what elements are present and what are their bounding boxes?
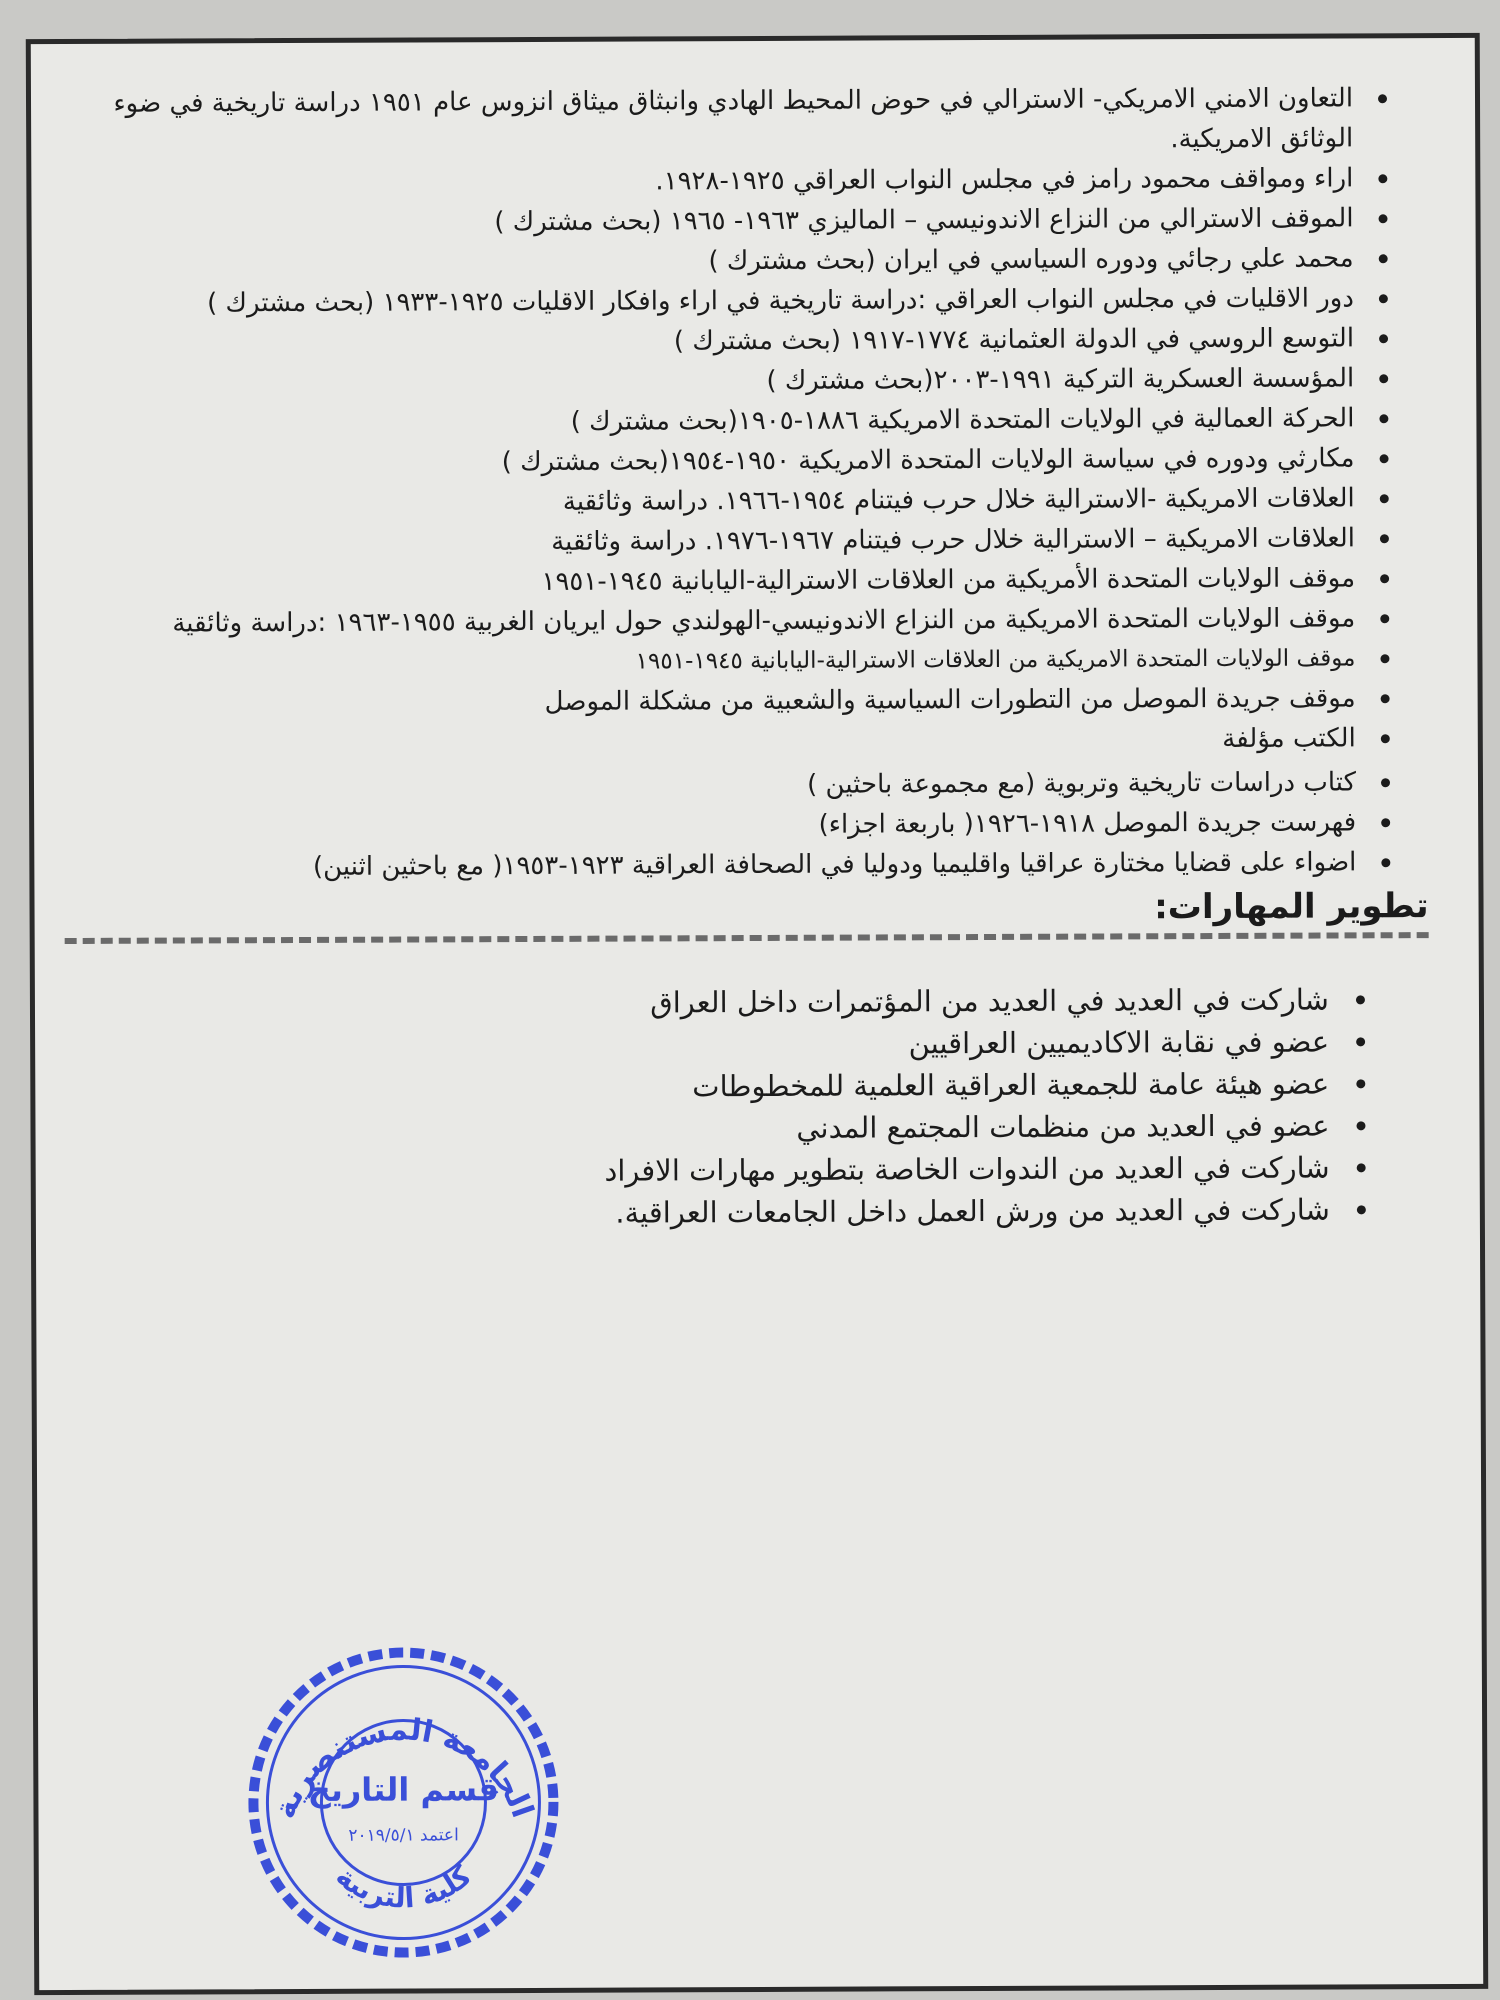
list-item: مكارثي ودوره في سياسة الولايات المتحدة الامريكية ١٩٥٠-١٩٥٤(بحث مشترك ) xyxy=(63,438,1427,484)
list-item: الكتب مؤلفة xyxy=(64,718,1428,764)
list-item: موقف الولايات المتحدة الامريكية من العلاقات الاسترالية-اليابانية ١٩٤٥-١٩٥١ xyxy=(63,638,1427,684)
bullet-icon xyxy=(1379,334,1388,343)
bullet-icon xyxy=(1381,778,1390,787)
list-item: التعاون الامني الامريكي- الاسترالي في حوض المحيط الهادي وانبثاق ميثاق انزوس عام ١٩٥١ دراسة تاريخية في ضوء الوثائق الامريكية. xyxy=(61,78,1425,164)
bullet-icon xyxy=(1356,1121,1365,1130)
list-item: التوسع الروسي في الدولة العثمانية ١٧٧٤-١٩١٧ (بحث مشترك ) xyxy=(62,318,1426,364)
list-item: عضو في العديد من منظمات المجتمع المدني xyxy=(65,1104,1429,1152)
list-item: شاركت في العديد في العديد من المؤتمرات داخل العراق xyxy=(65,978,1429,1026)
bullet-icon xyxy=(1381,734,1390,743)
list-item: فهرست جريدة الموصل ١٩١٨-١٩٢٦( باربعة اجزاء) xyxy=(64,802,1428,848)
bullet-icon xyxy=(1380,494,1389,503)
bullet-icon xyxy=(1380,614,1389,623)
bullet-icon xyxy=(1380,574,1389,583)
list-item: موقف جريدة الموصل من التطورات السياسية والشعبية من مشكلة الموصل xyxy=(64,678,1428,724)
list-item: العلاقات الامريكية – الاسترالية خلال حرب فيتنام ١٩٦٧-١٩٧٦. دراسة وثائقية xyxy=(63,518,1427,564)
list-item: اراء ومواقف محمود رامز في مجلس النواب العراقي ١٩٢٥-١٩٢٨. xyxy=(61,158,1425,204)
list-item: دور الاقليات في مجلس النواب العراقي :دراسة تاريخية في اراء وافكار الاقليات ١٩٢٥-١٩٣٣ (بحث مشترك ) xyxy=(62,278,1426,324)
bullet-icon xyxy=(1379,414,1388,423)
document-page xyxy=(26,33,1489,1995)
list-item: الموقف الاسترالي من النزاع الاندونيسي – الماليزي ١٩٦٣- ١٩٦٥ (بحث مشترك ) xyxy=(61,198,1425,244)
bullet-icon xyxy=(1357,1163,1366,1172)
bullet-icon xyxy=(1381,818,1390,827)
stamp-date-text: اعتمد ٢٠١٩/٥/١ xyxy=(348,1825,459,1846)
list-item: الحركة العمالية في الولايات المتحدة الامريكية ١٨٨٦-١٩٠٥(بحث مشترك ) xyxy=(62,398,1426,444)
list-item: موقف الولايات المتحدة الأمريكية من العلاقات الاسترالية-اليابانية ١٩٤٥-١٩٥١ xyxy=(63,558,1427,604)
bullet-icon xyxy=(1379,294,1388,303)
bullet-icon xyxy=(1380,534,1389,543)
list-item: كتاب دراسات تاريخية وتربوية (مع مجموعة باحثين ) xyxy=(64,762,1428,808)
skills-list xyxy=(65,978,1430,1236)
list-item: شاركت في العديد من ورش العمل داخل الجامعات العراقية. xyxy=(66,1188,1430,1236)
bullet-icon xyxy=(1380,454,1389,463)
list-item: شاركت في العديد من الندوات الخاصة بتطوير مهارات الافراد xyxy=(66,1146,1430,1194)
skills-section-title: تطوير المهارات: xyxy=(1154,886,1429,928)
bullet-icon xyxy=(1378,174,1387,183)
stamp-center-text: قسم التاريخ xyxy=(307,1770,500,1809)
bullet-icon xyxy=(1379,254,1388,263)
bullet-icon xyxy=(1356,995,1365,1004)
list-item: محمد علي رجائي ودوره السياسي في ايران (بحث مشترك ) xyxy=(62,238,1426,284)
bullet-icon xyxy=(1379,214,1388,223)
list-item: العلاقات الامريكية -الاسترالية خلال حرب فيتنام ١٩٥٤-١٩٦٦. دراسة وثائقية xyxy=(63,478,1427,524)
university-stamp xyxy=(233,1642,574,1963)
list-item: عضو في نقابة الاكاديميين العراقيين xyxy=(65,1020,1429,1068)
list-item: عضو هيئة عامة للجمعية العراقية العلمية للمخطوطات xyxy=(65,1062,1429,1110)
document-content xyxy=(61,78,1430,1236)
bullet-icon xyxy=(1356,1037,1365,1046)
stamp-bottom-text: كلية التربية xyxy=(329,1859,478,1915)
bullet-icon xyxy=(1381,694,1390,703)
bullet-icon xyxy=(1357,1205,1366,1214)
publications-list xyxy=(61,78,1428,888)
list-item: المؤسسة العسكرية التركية ١٩٩١-٢٠٠٣(بحث مشترك ) xyxy=(62,358,1426,404)
bullet-icon xyxy=(1378,94,1387,103)
stamp-outer-text: الجامعة المستنصرية xyxy=(267,1712,540,1824)
section-divider xyxy=(65,932,1429,944)
bullet-icon xyxy=(1356,1079,1365,1088)
bullet-icon xyxy=(1381,858,1390,867)
list-item: موقف الولايات المتحدة الامريكية من النزاع الاندونيسي-الهولندي حول ايريان الغربية ١٩٥٥-١٩٦٣ :دراسة وثائقية xyxy=(63,598,1427,644)
bullet-icon xyxy=(1380,654,1389,663)
list-item: اضواء على قضايا مختارة عراقيا واقليميا ودوليا في الصحافة العراقية ١٩٢٣-١٩٥٣( مع باحثين اثنين) xyxy=(64,842,1428,888)
bullet-icon xyxy=(1379,374,1388,383)
